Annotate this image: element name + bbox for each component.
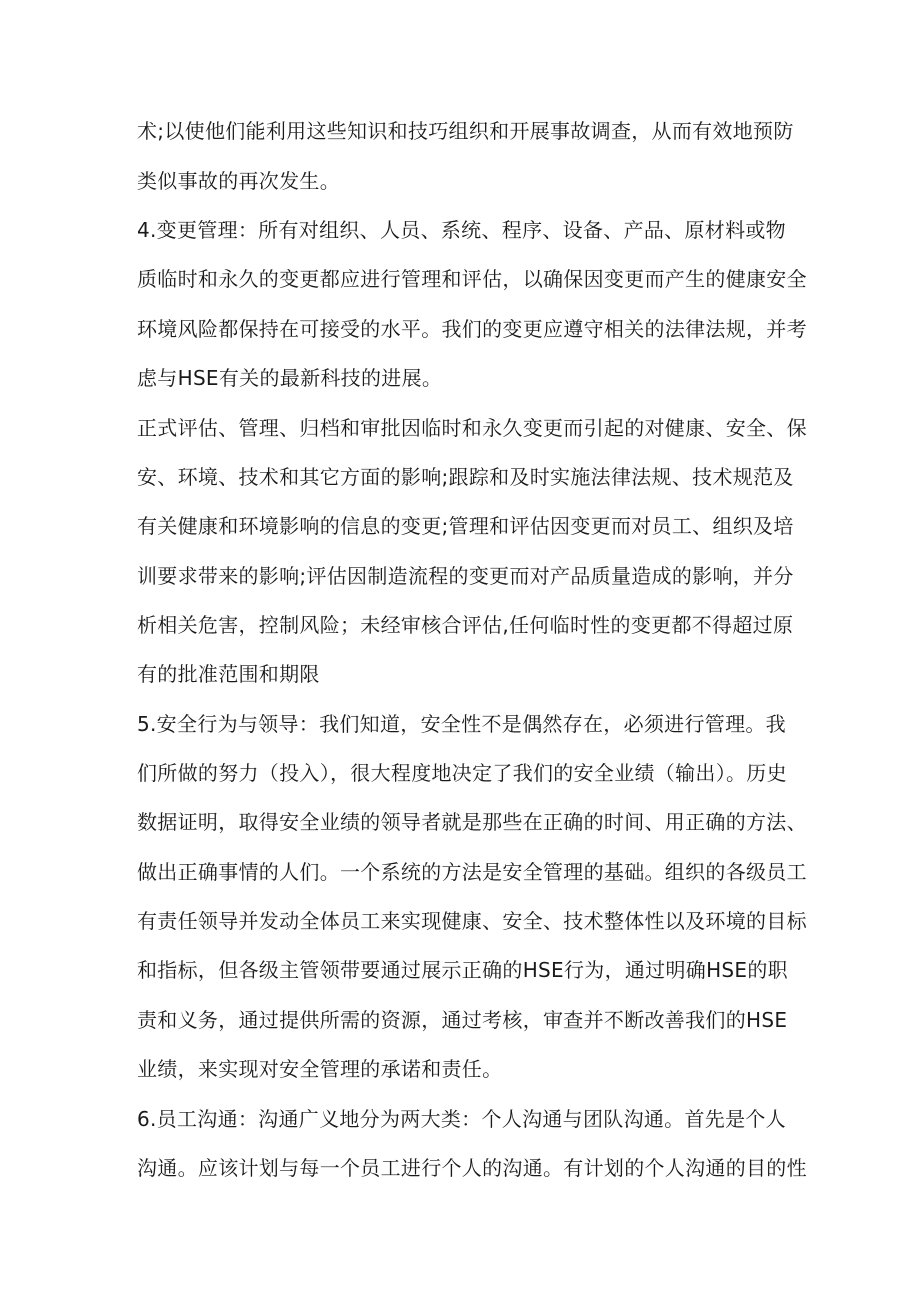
text-line: 有关健康和环境影响的信息的变更;管理和评估因变更而对员工、组织及培 [137, 514, 794, 538]
text-line: 安、环境、技术和其它方面的影响;跟踪和及时实施法律法规、技术规范及 [137, 465, 794, 489]
text-line: 们所做的努力（投入），很大程度地决定了我们的安全业绩（输出）。历史 [137, 761, 787, 785]
text-line: 术;以使他们能利用这些知识和技巧组织和开展事故调查，从而有效地预防 [137, 119, 794, 143]
text-line: 质临时和永久的变更都应进行管理和评估，以确保因变更而产生的健康安全 [137, 267, 807, 291]
text-line: 和指标，但各级主管领带要通过展示正确的HSE行为，通过明确HSE的职 [137, 958, 788, 982]
text-line: 做出正确事情的人们。一个系统的方法是安全管理的基础。组织的各级员工 [137, 860, 807, 884]
text-line: 数据证明，取得安全业绩的领导者就是那些在正确的时间、用正确的方法、 [137, 810, 807, 834]
text-line: 析相关危害，控制风险；未经审核合评估,任何临时性的变更都不得超过原 [137, 613, 794, 637]
text-line: 环境风险都保持在可接受的水平。我们的变更应遵守相关的法律法规，并考 [137, 317, 807, 341]
text-line: 6.员工沟通：沟通广义地分为两大类：个人沟通与团队沟通。首先是个人 [137, 1107, 786, 1131]
text-line: 类似事故的再次发生。 [137, 169, 340, 193]
text-line: 有的批准范围和期限 [137, 662, 320, 686]
text-line: 正式评估、管理、归档和审批因临时和永久变更而引起的对健康、安全、保 [137, 416, 807, 440]
text-line: 沟通。应该计划与每一个员工进行个人的沟通。有计划的个人沟通的目的性 [137, 1156, 807, 1180]
text-line: 5.安全行为与领导：我们知道，安全性不是偶然存在，必须进行管理。我 [137, 712, 786, 736]
text-line: 业绩，来实现对安全管理的承诺和责任。 [137, 1057, 503, 1081]
text-line: 有责任领导并发动全体员工来实现健康、安全、技术整体性以及环境的目标 [137, 909, 807, 933]
text-line: 责和义务，通过提供所需的资源，通过考核，审查并不断改善我们的HSE [137, 1008, 788, 1032]
text-line: 训要求带来的影响;评估因制造流程的变更而对产品质量造成的影响，并分 [137, 564, 794, 588]
text-line: 4.变更管理：所有对组织、人员、系统、程序、设备、产品、原材料或物 [137, 218, 786, 242]
text-line: 虑与HSE有关的最新科技的进展。 [137, 366, 443, 390]
